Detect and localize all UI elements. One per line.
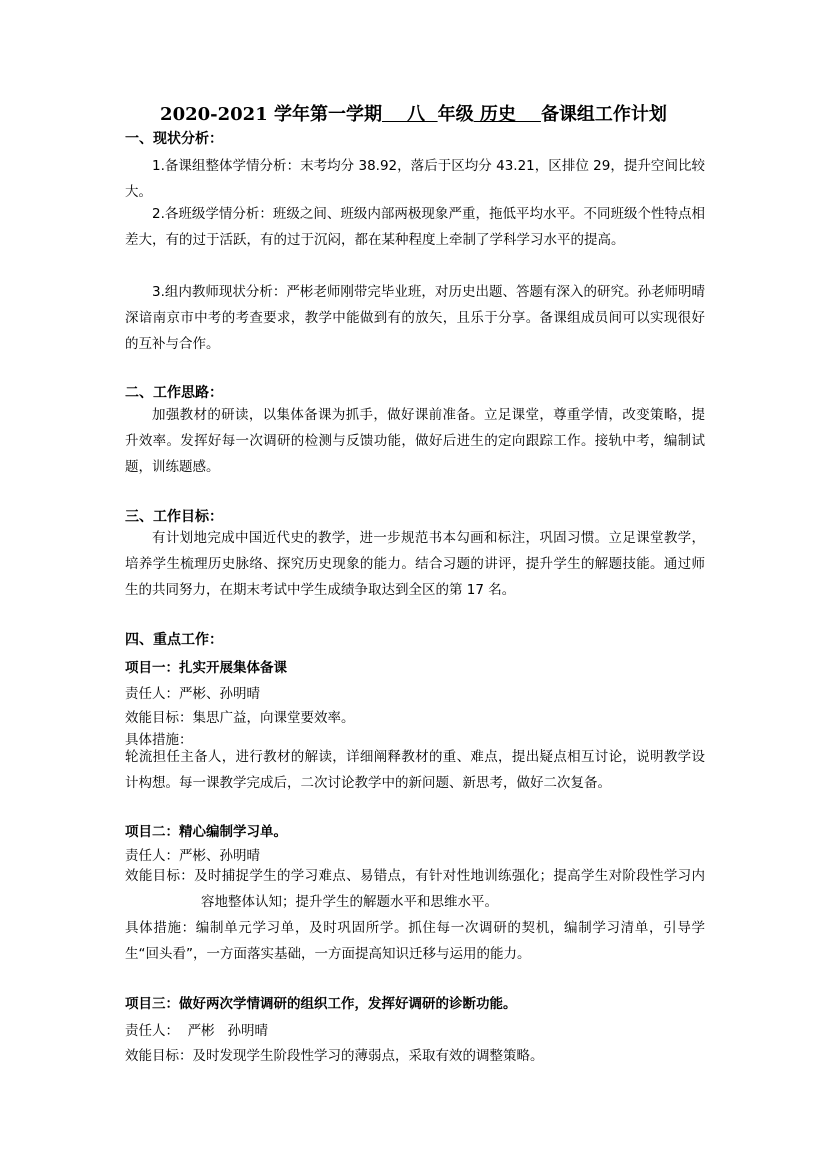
section1-paragraph-2: 2.各班级学情分析：班级之间、班级内部两极现象严重，拖低平均水平。不同班级个性特点相差大，有的过于活跃，有的过于沉闷，都在某种程度上牵制了学科学习水平的提高。 [125, 206, 705, 248]
title-subject: 历史 [473, 104, 541, 125]
section2-heading: 二、工作思路： [125, 385, 223, 401]
section3-paragraph: 有计划地完成中国近代史的教学，进一步规范书本勾画和标注，巩固习惯。立足课堂教学，培养学生梳理历史脉络、探究历史现象的能力。结合习题的讲评，提升学生的解题技能。通过师生的共同努力，在期末考试中学生成绩争取达到全区的第 17 名。 [125, 530, 705, 598]
item2-goal: 效能目标：及时捕捉学生的学习难点、易错点，有针对性地训练强化；提高学生对阶段性学习内容地整体认知；提升学生的解题水平和思维水平。 [125, 868, 705, 910]
title-prefix: 2020-2021 学年第一学期 [160, 104, 382, 125]
section1-paragraph-3: 3.组内教师现状分析：严彬老师刚带完毕业班，对历史出题、答题有深入的研究。孙老师明晴深谙南京市中考的考查要求，教学中能做到有的放矢，且乐于分享。备课组成员间可以实现很好的互补与合作。 [125, 284, 705, 352]
item1-measures: 轮流担任主备人，进行教材的解读，详细阐释教材的重、难点，提出疑点相互讨论，说明教学设计构想。每一课教学完成后，二次讨论教学中的新问题、新思考，做好二次复备。 [125, 749, 705, 791]
item1-title: 项目一：扎实开展集体备课 [125, 660, 287, 676]
item1-measures-label: 具体措施： [125, 732, 193, 748]
section4-heading: 四、重点工作： [125, 632, 223, 648]
section3-heading: 三、工作目标： [125, 509, 223, 525]
title-grade-suffix: 年级 [437, 104, 474, 125]
item3-goal: 效能目标：及时发现学生阶段性学习的薄弱点，采取有效的调整策略。 [125, 1048, 544, 1064]
item3-title: 项目三：做好两次学情调研的组织工作，发挥好调研的诊断功能。 [125, 996, 517, 1012]
title-grade: 八 [381, 104, 438, 125]
item1-goal: 效能目标：集思广益，向课堂要效率。 [125, 710, 355, 726]
item1-owner: 责任人：严彬、孙明晴 [125, 686, 260, 702]
title-suffix: 备课组工作计划 [540, 104, 667, 125]
item2-measures: 具体措施：编制单元学习单，及时巩固所学。抓住每一次调研的契机，编制学习清单，引导学生“回头看”，一方面落实基础，一方面提高知识迁移与运用的能力。 [125, 920, 705, 962]
section2-paragraph: 加强教材的研读，以集体备课为抓手，做好课前准备。立足课堂，尊重学情，改变策略，提升效率。发挥好每一次调研的检测与反馈功能，做好后进生的定向跟踪工作。接轨中考，编制试题，训练题感。 [125, 407, 705, 475]
item2-owner: 责任人：严彬、孙明晴 [125, 848, 260, 864]
item3-owner: 责任人： 严彬 孙明晴 [125, 1023, 268, 1039]
section1-heading: 一、现状分析： [125, 131, 223, 147]
item2-title: 项目二：精心编制学习单。 [125, 824, 287, 840]
section1-paragraph-1: 1.备课组整体学情分析：末考均分 38.92，落后于区均分 43.21，区排位 29，提升空间比较大。 [125, 158, 705, 200]
document-title [0, 100, 827, 126]
